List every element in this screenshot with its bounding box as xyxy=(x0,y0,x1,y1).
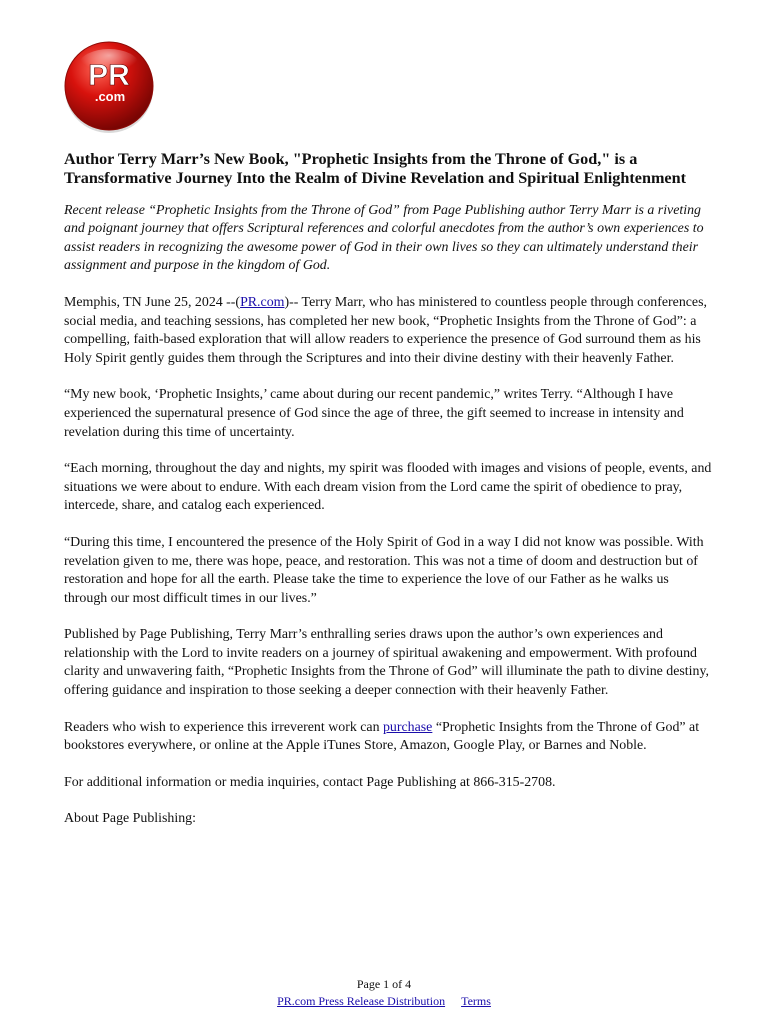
page-footer xyxy=(0,976,768,1010)
terms-link[interactable]: Terms xyxy=(461,994,491,1008)
logo-text-main: PR xyxy=(88,59,130,92)
press-release-body xyxy=(64,150,714,829)
about-heading: About Page Publishing: xyxy=(64,811,196,827)
purchase-paragraph xyxy=(64,719,714,756)
page-number: Page 1 of 4 xyxy=(356,977,412,991)
paragraph-holy-spirit: “During this time, I encountered the presence of the Holy Spirit of God in a way I did not know was possible. With revelation given to me, there was hope, peace, and restoration. This was not a time of doom and destruction but of restoration and hope for all the earth. Please take the time to experience the love of our Father as he walks us through our most difficult times in our lives.” xyxy=(64,534,704,606)
purchase-prefix: Readers who wish to experience this irreverent work can xyxy=(64,719,383,735)
logo-text-sub: .com xyxy=(94,89,126,104)
distribution-link[interactable]: PR.com Press Release Distribution xyxy=(277,994,446,1008)
purchase-suffix: “Prophetic Insights from the Throne of God” at bookstores everywhere, or online at the Apple iTunes Store, Amazon, Google Play, or Barnes and Noble. xyxy=(64,719,700,754)
paragraph-visions: “Each morning, throughout the day and nights, my spirit was flooded with images and visions of people, events, and situations we were about to endure. With each dream vision from the Lord came the spirit of obedience to pray, intercede, share, and catalog each experienced. xyxy=(64,461,712,514)
headline: Author Terry Marr’s New Book, "Prophetic Insights from the Throne of God," is a Transformative Journey Into the Realm of Divine Revelation and Spiritual Enlightenment xyxy=(64,150,687,188)
contact-paragraph: For additional information or media inquiries, contact Page Publishing at 866-315-2708. xyxy=(64,774,556,790)
dateline-paragraph xyxy=(64,294,714,368)
pr-com-logo xyxy=(62,39,156,133)
purchase-link[interactable]: purchase xyxy=(382,719,433,735)
dateline-suffix: )-- Terry Marr, who has ministered to countless people through conferences, social media, and teaching sessions, has completed her new book, “Prophetic Insights from the Throne of God”: a compelling, faith-based exploration that will allow readers to experience the presence of God surround them as his Holy Spirit gently guides them through the Scriptures and into their divine destiny with their heavenly Father. xyxy=(64,294,707,366)
summary: Recent release “Prophetic Insights from the Throne of God” from Page Publishing author Terry Marr is a riveting and poignant journey that offers Scriptural references and colorful anecdotes from the author’s own experiences to assist readers in recognizing the awesome power of God in their own lives so they can ultimately understand their assignment and purpose in the kingdom of God. xyxy=(64,202,704,274)
paragraph-published: Published by Page Publishing, Terry Marr’s enthralling series draws upon the author’s own experiences and relationship with the Lord to invite readers on a journey of spiritual awakening and empowerment. With profound clarity and unwavering faith, “Prophetic Insights from the Throne of God” will illuminate the path to divine destiny, offering guidance and inspiration to those seeking a deeper connection with their heavenly Father. xyxy=(64,627,709,699)
paragraph-pandemic: “My new book, ‘Prophetic Insights,’ came about during our recent pandemic,” writes Terry. “Although I have experienced the supernatural presence of God since the age of three, the gift seemed to increase in intensity and revelation during this time of uncertainty. xyxy=(64,387,684,440)
dateline-prefix: Memphis, TN June 25, 2024 --( xyxy=(64,294,241,310)
pr-com-link[interactable]: PR.com xyxy=(240,294,285,310)
